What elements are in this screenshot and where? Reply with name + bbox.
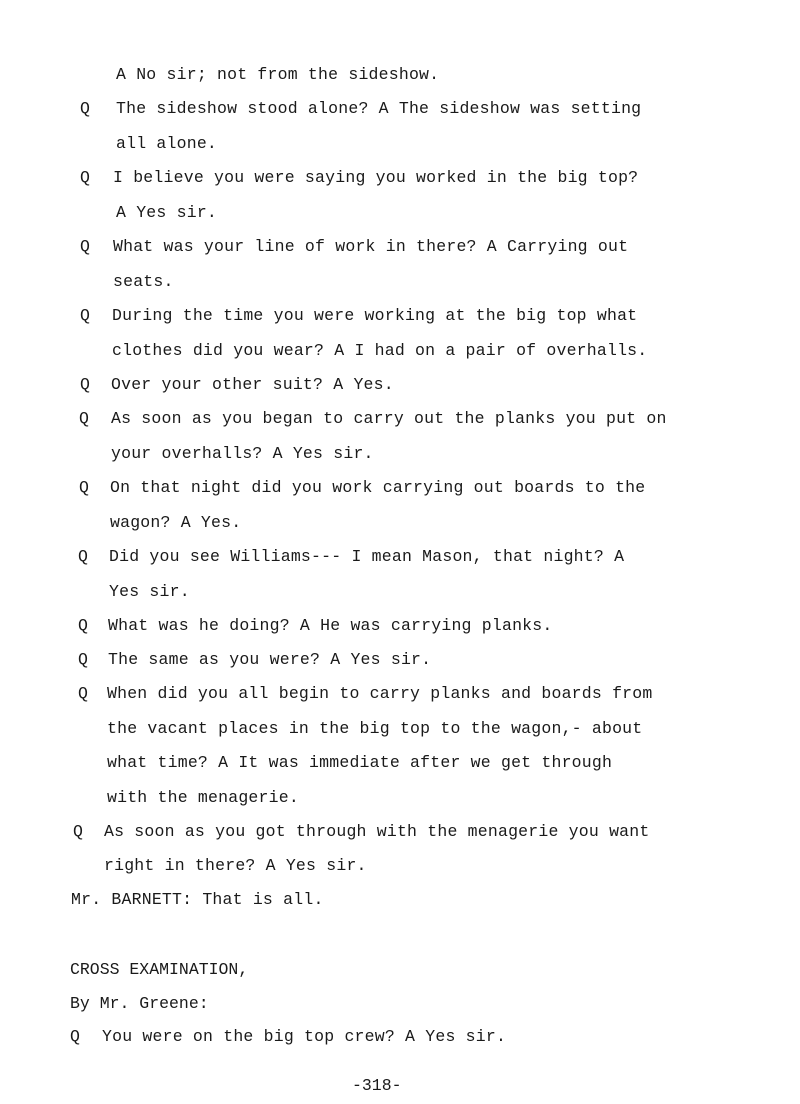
question-marker: Q	[78, 547, 88, 566]
transcript-line: On that night did you work carrying out boards to the	[110, 478, 646, 497]
transcript-line: The same as you were? A Yes sir.	[108, 650, 432, 669]
question-marker: Q	[79, 409, 89, 428]
transcript-line: wagon? A Yes.	[110, 513, 242, 532]
transcript-line: A Yes sir.	[116, 203, 218, 222]
transcript-line: When did you all begin to carry planks and boards from	[107, 684, 653, 703]
transcript-line: As soon as you got through with the menagerie you want	[104, 822, 650, 841]
transcript-line: What was your line of work in there? A Carrying out	[113, 237, 629, 256]
question-marker: Q	[80, 237, 90, 256]
question-marker: Q	[80, 99, 90, 118]
question-marker: Q	[70, 1027, 80, 1046]
question-marker: Q	[78, 684, 88, 703]
transcript-line: I believe you were saying you worked in the big top?	[113, 168, 639, 187]
transcript-line: right in there? A Yes sir.	[104, 856, 367, 875]
question-marker: Q	[80, 375, 90, 394]
question-marker: Q	[79, 478, 89, 497]
cross-examination-heading: CROSS EXAMINATION,	[70, 960, 249, 979]
transcript-line: You were on the big top crew? A Yes sir.	[102, 1027, 507, 1046]
transcript-line: A No sir; not from the sideshow.	[116, 65, 440, 84]
transcript-line: clothes did you wear? A I had on a pair of overhalls.	[112, 341, 648, 360]
transcript-line: As soon as you began to carry out the planks you put on	[111, 409, 667, 428]
transcript-line: seats.	[113, 272, 174, 291]
transcript-line: the vacant places in the big top to the wagon,- about	[107, 719, 643, 738]
question-marker: Q	[73, 822, 83, 841]
transcript-line: The sideshow stood alone? A The sideshow was setting	[116, 99, 642, 118]
transcript-line: your overhalls? A Yes sir.	[111, 444, 374, 463]
question-marker: Q	[80, 168, 90, 187]
transcript-line: Yes sir.	[109, 582, 190, 601]
examiner-line: By Mr. Greene:	[70, 994, 209, 1013]
question-marker: Q	[80, 306, 90, 325]
question-marker: Q	[78, 650, 88, 669]
question-marker: Q	[78, 616, 88, 635]
transcript-line: During the time you were working at the big top what	[112, 306, 638, 325]
closing-line: Mr. BARNETT: That is all.	[71, 890, 324, 909]
transcript-line: with the menagerie.	[107, 788, 299, 807]
page-number: -318-	[352, 1076, 402, 1095]
transcript-line: What was he doing? A He was carrying planks.	[108, 616, 553, 635]
transcript-line: Did you see Williams--- I mean Mason, that night? A	[109, 547, 625, 566]
transcript-line: Over your other suit? A Yes.	[111, 375, 394, 394]
transcript-line: what time? A It was immediate after we get through	[107, 753, 613, 772]
transcript-line: all alone.	[116, 134, 218, 153]
